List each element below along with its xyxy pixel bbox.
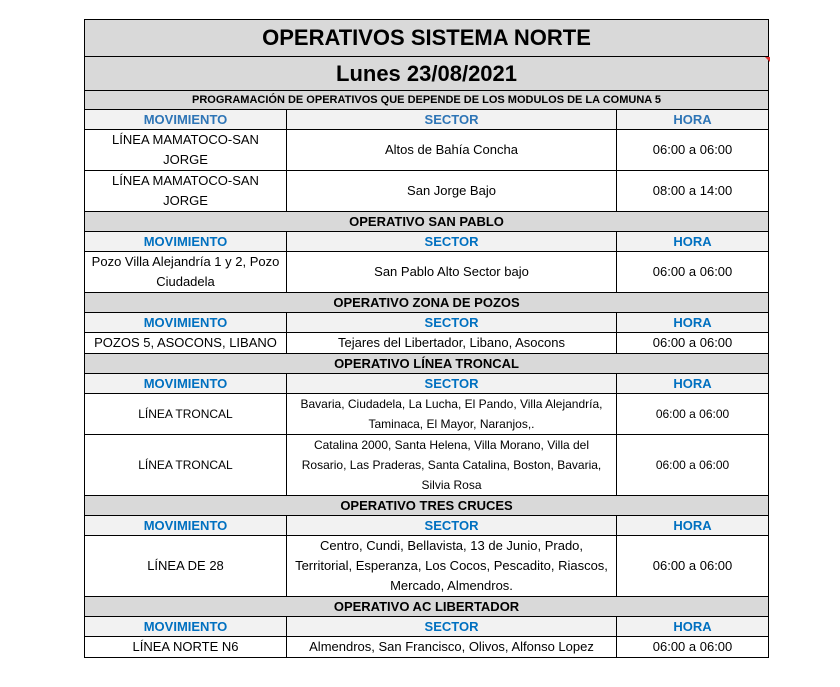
col-sector: SECTOR: [287, 232, 617, 252]
section-title: OPERATIVO ZONA DE POZOS: [85, 293, 769, 313]
cell-sector: Altos de Bahía Concha: [287, 130, 617, 171]
column-header-row: [85, 313, 769, 333]
section-title: OPERATIVO AC LIBERTADOR: [85, 597, 769, 617]
cell-movimiento: LÍNEA TRONCAL: [85, 394, 287, 435]
cell-hora: 06:00 a 06:00: [617, 637, 769, 658]
col-sector: SECTOR: [287, 617, 617, 637]
table-row: [85, 536, 769, 597]
cell-sector: San Pablo Alto Sector bajo: [287, 252, 617, 293]
cell-movimiento: LÍNEA MAMATOCO-SAN JORGE: [85, 171, 287, 212]
section-title: OPERATIVO LÍNEA TRONCAL: [85, 354, 769, 374]
cell-sector: Catalina 2000, Santa Helena, Villa Morano, Villa del Rosario, Las Praderas, Santa Catalina, Boston, Bavaria, Silvia Rosa: [287, 435, 617, 496]
cell-hora: 08:00 a 14:00: [617, 171, 769, 212]
cell-hora: 06:00 a 06:00: [617, 536, 769, 597]
operativos-sheet: [84, 19, 768, 658]
cell-hora: 06:00 a 06:00: [617, 435, 769, 496]
comment-marker: [765, 57, 770, 62]
cell-hora: 06:00 a 06:00: [617, 394, 769, 435]
cell-sector: Almendros, San Francisco, Olivos, Alfonso Lopez: [287, 637, 617, 658]
cell-movimiento: POZOS 5, ASOCONS, LIBANO: [85, 333, 287, 354]
col-hora: HORA: [617, 110, 769, 130]
col-movimiento: MOVIMIENTO: [85, 374, 287, 394]
col-movimiento: MOVIMIENTO: [85, 617, 287, 637]
column-header-row: [85, 374, 769, 394]
section-title-row: [85, 212, 769, 232]
col-sector: SECTOR: [287, 516, 617, 536]
cell-movimiento: LÍNEA MAMATOCO-SAN JORGE: [85, 130, 287, 171]
title-row: [85, 20, 769, 57]
col-movimiento: MOVIMIENTO: [85, 516, 287, 536]
table-row: [85, 130, 769, 171]
subtitle-row: [85, 91, 769, 110]
col-sector: SECTOR: [287, 374, 617, 394]
cell-movimiento: LÍNEA DE 28: [85, 536, 287, 597]
section-title: OPERATIVO SAN PABLO: [85, 212, 769, 232]
section-title-row: [85, 597, 769, 617]
sheet-subtitle: PROGRAMACIÓN DE OPERATIVOS QUE DEPENDE DE LOS MODULOS DE LA COMUNA 5: [85, 91, 769, 110]
table-row: [85, 637, 769, 658]
col-hora: HORA: [617, 516, 769, 536]
cell-movimiento: LÍNEA TRONCAL: [85, 435, 287, 496]
column-header-row: [85, 232, 769, 252]
cell-sector: Tejares del Libertador, Libano, Asocons: [287, 333, 617, 354]
date-row: [85, 57, 769, 91]
table-row: [85, 252, 769, 293]
cell-sector: Centro, Cundi, Bellavista, 13 de Junio, Prado, Territorial, Esperanza, Los Cocos, Pescadito, Riascos, Mercado, Almendros.: [287, 536, 617, 597]
cell-movimiento: LÍNEA NORTE N6: [85, 637, 287, 658]
sheet-title: OPERATIVOS SISTEMA NORTE: [85, 20, 769, 57]
table-row: [85, 171, 769, 212]
section-title-row: [85, 293, 769, 313]
col-sector: SECTOR: [287, 313, 617, 333]
operativos-table: [84, 19, 769, 658]
col-hora: HORA: [617, 374, 769, 394]
column-header-row: [85, 110, 769, 130]
cell-hora: 06:00 a 06:00: [617, 130, 769, 171]
cell-sector: San Jorge Bajo: [287, 171, 617, 212]
column-header-row: [85, 617, 769, 637]
col-movimiento: MOVIMIENTO: [85, 110, 287, 130]
section-title-row: [85, 496, 769, 516]
col-hora: HORA: [617, 232, 769, 252]
column-header-row: [85, 516, 769, 536]
table-row: [85, 333, 769, 354]
col-hora: HORA: [617, 313, 769, 333]
col-hora: HORA: [617, 617, 769, 637]
col-movimiento: MOVIMIENTO: [85, 313, 287, 333]
sheet-date: Lunes 23/08/2021: [85, 57, 769, 91]
col-movimiento: MOVIMIENTO: [85, 232, 287, 252]
table-row: [85, 435, 769, 496]
cell-hora: 06:00 a 06:00: [617, 333, 769, 354]
cell-hora: 06:00 a 06:00: [617, 252, 769, 293]
table-row: [85, 394, 769, 435]
cell-movimiento: Pozo Villa Alejandría 1 y 2, Pozo Ciudadela: [85, 252, 287, 293]
col-sector: SECTOR: [287, 110, 617, 130]
section-title: OPERATIVO TRES CRUCES: [85, 496, 769, 516]
cell-sector: Bavaria, Ciudadela, La Lucha, El Pando, Villa Alejandría, Taminaca, El Mayor, Naranjos,.: [287, 394, 617, 435]
section-title-row: [85, 354, 769, 374]
